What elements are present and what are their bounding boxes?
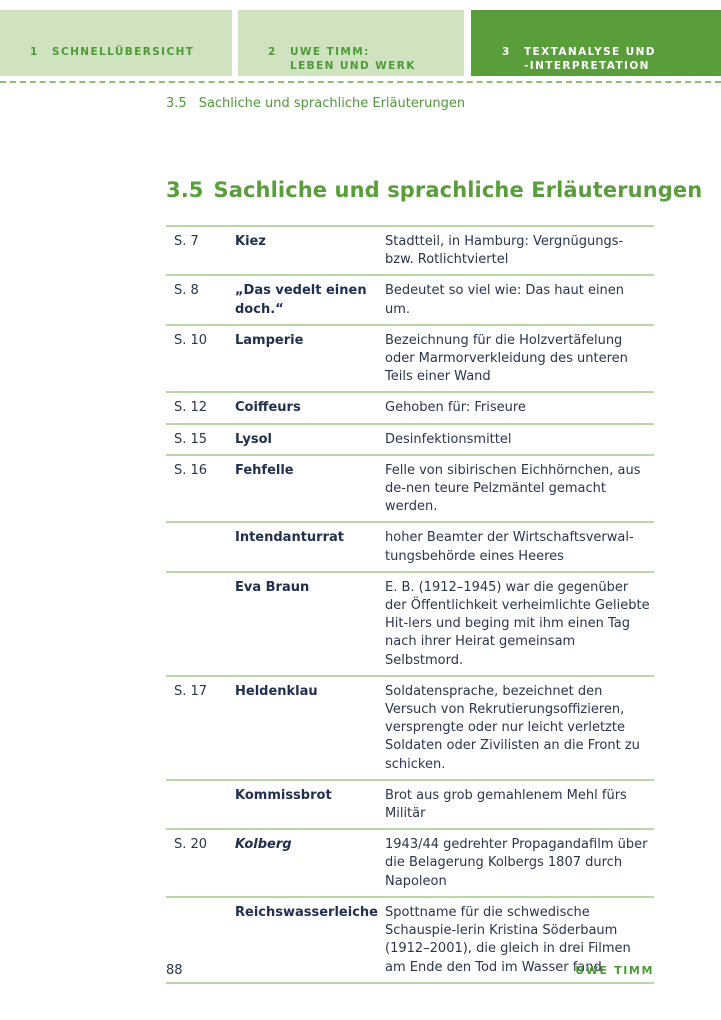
glossary-row	[166, 523, 654, 572]
glossary-row	[166, 573, 654, 677]
glossary-definition: Stadtteil, in Hamburg: Vergnügungs- bzw. Rotlichtviertel	[385, 234, 624, 268]
section-heading	[166, 178, 702, 202]
chapter-tabs	[0, 10, 721, 76]
tab-leben-und-werk[interactable]	[238, 10, 464, 76]
tab-schnelluebersicht[interactable]	[0, 10, 232, 76]
glossary-page: S. 12	[174, 400, 208, 416]
glossary-term: Kommissbrot	[235, 787, 332, 803]
glossary-term: „Das vedelt einen doch.“	[235, 283, 367, 317]
glossary-page: S. 20	[174, 837, 208, 853]
glossary-definition: Bezeichnung für die Holzvertäfelung oder Marmorverkleidung des unteren Teils einer Wand	[385, 332, 628, 385]
glossary-term: Reichswasserleiche	[235, 904, 378, 920]
glossary-term: Fehfelle	[235, 462, 294, 478]
footer-author: UWE TIMM	[575, 964, 654, 977]
tab-number: 3	[502, 46, 511, 58]
glossary-definition: Soldatensprache, bezeichnet den Versuch von Rekrutierungsoffizieren, versprengte oder nur leicht verletzte Soldaten oder Zivilisten an die Front zu schicken.	[385, 683, 640, 772]
glossary-row	[166, 425, 654, 456]
section-number: 3.5	[166, 178, 204, 202]
tab-label: TEXTANALYSE UND -INTERPRETATION	[524, 46, 656, 72]
tab-label: SCHNELLÜBERSICHT	[52, 46, 195, 58]
glossary-term: Intendanturrat	[235, 530, 344, 546]
section-title: Sachliche und sprachliche Erläuterungen	[213, 178, 703, 202]
glossary-definition: Gehoben für: Friseure	[385, 400, 526, 416]
glossary-row	[166, 830, 654, 898]
glossary-definition: E. B. (1912–1945) war die gegenüber der Öffentlichkeit verheimlichte Geliebte Hit-lers und beging mit ihm einen Tag nach ihrer Heirat gemeinsam Selbstmord.	[385, 579, 650, 668]
glossary-term: Lysol	[235, 431, 273, 447]
glossary-row	[166, 276, 654, 325]
glossary-page: S. 8	[174, 283, 199, 299]
glossary-page: S. 15	[174, 431, 208, 447]
glossary-page: S. 10	[174, 332, 208, 348]
tab-number: 1	[30, 46, 39, 58]
running-head	[166, 96, 477, 111]
page-number: 88	[166, 963, 183, 978]
tab-label: UWE TIMM: LEBEN UND WERK	[290, 46, 416, 72]
glossary-definition: Spottname für die schwedische Schauspie-lerin Kristina Söderbaum (1912–2001), die gleich in drei Filmen am Ende den Tod im Wasser fand	[385, 904, 631, 975]
glossary-definition: Desinfektionsmittel	[385, 431, 512, 447]
running-head-title: Sachliche und sprachliche Erläuterungen	[198, 96, 466, 111]
glossary-row	[166, 326, 654, 394]
glossary-definition: hoher Beamter der Wirtschaftsverwal-tungsbehörde eines Heeres	[385, 530, 634, 564]
glossary-table	[166, 225, 654, 984]
glossary-term: Heldenklau	[235, 683, 318, 699]
glossary-term: Kiez	[235, 234, 266, 249]
tab-number: 2	[268, 46, 277, 58]
glossary-definition: 1943/44 gedrehter Propagandafilm über die Belagerung Kolbergs 1807 durch Napoleon	[385, 837, 648, 889]
glossary-term: Lamperie	[235, 332, 304, 348]
glossary-definition: Bedeutet so viel wie: Das haut einen um.	[385, 283, 625, 317]
glossary-row	[166, 456, 654, 524]
glossary-term: Kolberg	[235, 837, 292, 853]
glossary-row	[166, 393, 654, 424]
glossary-page: S. 17	[174, 683, 208, 699]
tab-divider	[0, 81, 721, 83]
tab-textanalyse[interactable]	[471, 10, 721, 76]
glossary-definition: Brot aus grob gemahlenem Mehl fürs Militär	[385, 787, 627, 822]
glossary-definition: Felle von sibirischen Eichhörnchen, aus de-nen teure Pelzmäntel gemacht werden.	[385, 462, 641, 515]
glossary-row	[166, 227, 654, 276]
glossary-row	[166, 781, 654, 830]
glossary-term: Eva Braun	[235, 579, 310, 595]
glossary-page: S. 7	[174, 234, 199, 249]
running-head-number: 3.5	[166, 96, 187, 111]
glossary-row	[166, 677, 654, 781]
glossary-term: Coiffeurs	[235, 400, 301, 416]
glossary-page: S. 16	[174, 462, 208, 478]
